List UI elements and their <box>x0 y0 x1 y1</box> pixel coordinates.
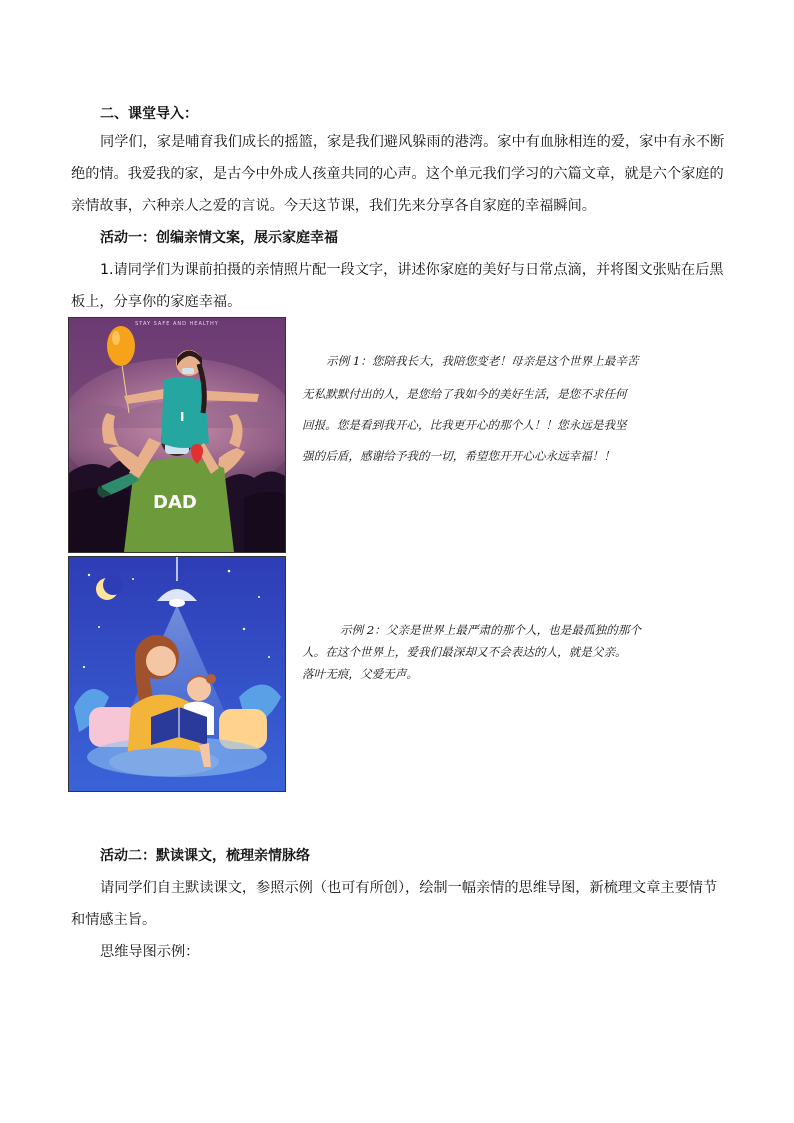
example2-line-1: 示例 2：父亲是世界上最严肃的那个人，也是最孤独的那个 <box>340 623 641 637</box>
father-daughter-illustration <box>68 317 286 553</box>
activity2-title: 活动二：默读课文，梳理亲情脉络 <box>100 848 310 864</box>
mother-reading-illustration <box>68 556 286 792</box>
example2-line-2: 人。在这个世界上，爱我们最深却又不会表达的人，就是父亲。 <box>302 645 627 659</box>
example1-line-1: 示例 1：您陪我长大，我陪您变老！母亲是这个世界上最辛苦 <box>326 354 639 368</box>
shirt-text: DAD <box>153 492 197 513</box>
intro-line-3: 亲情故事，六种亲人之爱的言说。今天这节课，我们先来分享各自家庭的幸福瞬间。 <box>71 198 596 214</box>
mother-reading-svg <box>69 557 285 791</box>
tee-letter: I <box>180 410 185 424</box>
example2-line-3: 落叶无痕，父爱无声。 <box>302 667 418 681</box>
poster-top-text: STAY SAFE AND HEALTHY <box>135 321 219 327</box>
example1-line-2: 无私默默付出的人，是您给了我如今的美好生活，是您不求任何 <box>302 387 627 401</box>
intro-line-1: 同学们，家是哺育我们成长的摇篮，家是我们避风躲雨的港湾。家中有血脉相连的爱，家中有永不断 <box>100 134 725 150</box>
activity2-task-line-1: 请同学们自主默读课文，参照示例（也可有所创），绘制一幅亲情的思维导图，新梳理文章主要情节 <box>100 880 718 896</box>
activity1-task-line-1: 1.请同学们为课前拍摄的亲情照片配一段文字，讲述你家庭的美好与日常点滴，并将图文张贴在后黑 <box>100 262 724 278</box>
example1-line-4: 强的后盾，感谢给予我的一切，希望您开开心心永远幸福！！ <box>302 449 616 463</box>
section-title: 二、课堂导入： <box>100 106 198 122</box>
mindmap-label: 思维导图示例： <box>100 944 200 960</box>
father-daughter-svg <box>69 318 285 552</box>
activity2-task-line-2: 和情感主旨。 <box>71 912 157 928</box>
balloon-shape <box>107 326 135 366</box>
activity1-task-line-2: 板上，分享你的家庭幸福。 <box>71 294 242 310</box>
intro-line-2: 绝的情。我爱我的家，是古今中外成人孩童共同的心声。这个单元我们学习的六篇文章，就是六个家庭的 <box>71 166 724 182</box>
activity1-title: 活动一：创编亲情文案，展示家庭幸福 <box>100 230 338 246</box>
example1-line-3: 回报。您是看到我开心，比我更开心的那个人！！您永远是我坚 <box>302 418 627 432</box>
